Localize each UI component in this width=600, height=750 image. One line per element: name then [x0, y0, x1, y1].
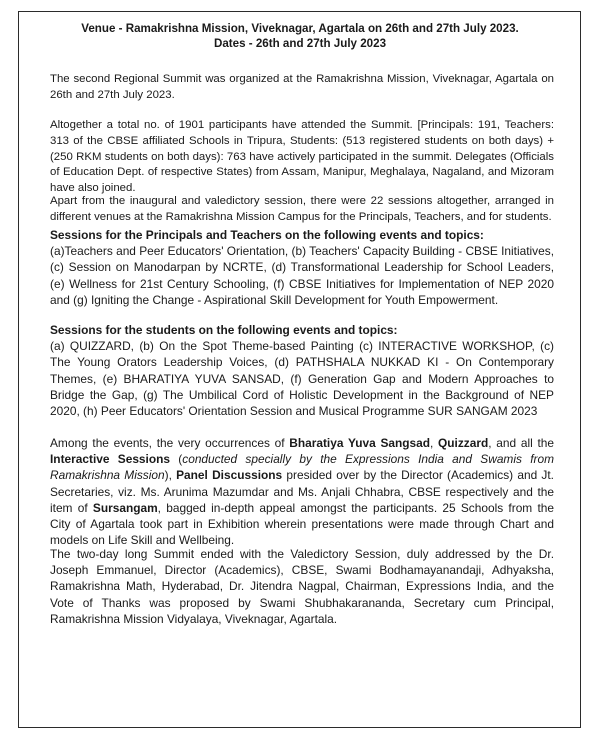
- intro-paragraph: The second Regional Summit was organized at the Ramakrishna Mission, Viveknagar, Agartala on 26th and 27th July 2023.: [50, 73, 554, 101]
- event-quizzard: Quizzard: [438, 436, 489, 450]
- events-text-6: presided over by the Director (Academics) and Jt. Secretaries, viz. Ms. Arunima Mazumdar and Ms. Anjali Chhabra, CBSE respectively and the item of: [50, 468, 554, 515]
- students-section: [50, 322, 554, 419]
- events-text-5: ),: [164, 468, 177, 483]
- event-panel-discussions: Panel Discussions: [176, 468, 283, 483]
- document-header: [20, 21, 580, 51]
- venue-line: Venue - Ramakrishna Mission, Viveknagar, Agartala on 26th and 27th July 2023.: [81, 22, 519, 35]
- principals-section: [50, 227, 554, 308]
- events-text-1: Among the events, the very occurrences of: [50, 436, 290, 450]
- events-text-3: , and all the: [488, 436, 554, 450]
- events-paragraph: [50, 435, 554, 548]
- events-conducted-note: conducted specially by the Expressions India and Swamis from Ramakrishna Mission: [50, 452, 554, 483]
- principals-section-heading: Sessions for the Principals and Teachers on the following events and topics:: [50, 228, 484, 242]
- participants-paragraph: Altogether a total no. of 1901 participants have attended the Summit. [Principals: 191, Teachers: 313 of the CBSE affiliated Schools in Tripura, Students: (513 registered students on both days) +(250 RKM students on both days): 763 have actively participated in the summit. Delegates (Officials of Education Dept. of respective States) from Assam, Manipur, Meghalaya, Nagaland, and Mizoram have also joined.: [50, 119, 554, 195]
- students-section-body: (a) QUIZZARD, (b) On the Spot Theme-based Painting (c) INTERACTIVE WORKSHOP, (c) The Young Orators Leadership Voices, (d) PATHSHALA NUKKAD KI - On Contemporary Themes, (e) BHARATIYA YUVA SANSAD, (f) Generation Gap and Modern Approaches to Bridge the Gap, (g) The Umbilical Cord of Holistic Development in the Background of NEP 2020, (h) Peer Educators' Orientation Session and Musical Programme SUR SANGAM 2023: [50, 339, 554, 419]
- event-interactive-sessions: Interactive Sessions: [50, 452, 170, 467]
- events-text-2: ,: [430, 436, 439, 450]
- sessions-overview-paragraph: Apart from the inaugural and valedictory session, there were 22 sessions altogether, arranged in different venues at the Ramakrishna Mission Campus for the Principals, Teachers, and for students.: [50, 195, 554, 223]
- event-sursangam: Sursangam: [92, 500, 158, 515]
- events-text-7: , bagged in-depth appeal amongst the participants. 25 Schools from the City of Agartala took part in Exhibition wherein presentations were made through Chart and models on Life Skill and Wellbeing.: [50, 500, 554, 548]
- closing-paragraph: The two-day long Summit ended with the Valedictory Session, duly addressed by the Dr. Joseph Emmanuel, Director (Academics), CBSE, Swami Bodhamayanandaji, Adhyaksha, Ramakrishna Math, Hyderabad, Dr. Jitendra Nagpal, Chairman, Expressions India, and the Vote of Thanks was proposed by Swami Shubhakarananda, Secretary cum Principal, Ramakrishna Mission Vidyalaya, Viveknagar, Agartala.: [50, 547, 554, 626]
- principals-section-body: (a)Teachers and Peer Educators' Orientation, (b) Teachers' Capacity Building - CBSE Initiatives, (c) Session on Manodarpan by NCRTE, (d) Transformational Leadership for School Leaders, (e) Wellness for 21st Century Schooling, (f) CBSE Initiatives for Implementation of NEP 2020 and (g) Igniting the Change - Aspirational Skill Development for Youth Empowerment.: [50, 244, 554, 307]
- events-text-4: (: [170, 452, 183, 467]
- students-section-heading: Sessions for the students on the following events and topics:: [50, 323, 398, 337]
- dates-line: Dates - 26th and 27th July 2023: [213, 37, 387, 50]
- event-bharatiya-yuva-sangsad: Bharatiya Yuva Sangsad: [289, 436, 431, 450]
